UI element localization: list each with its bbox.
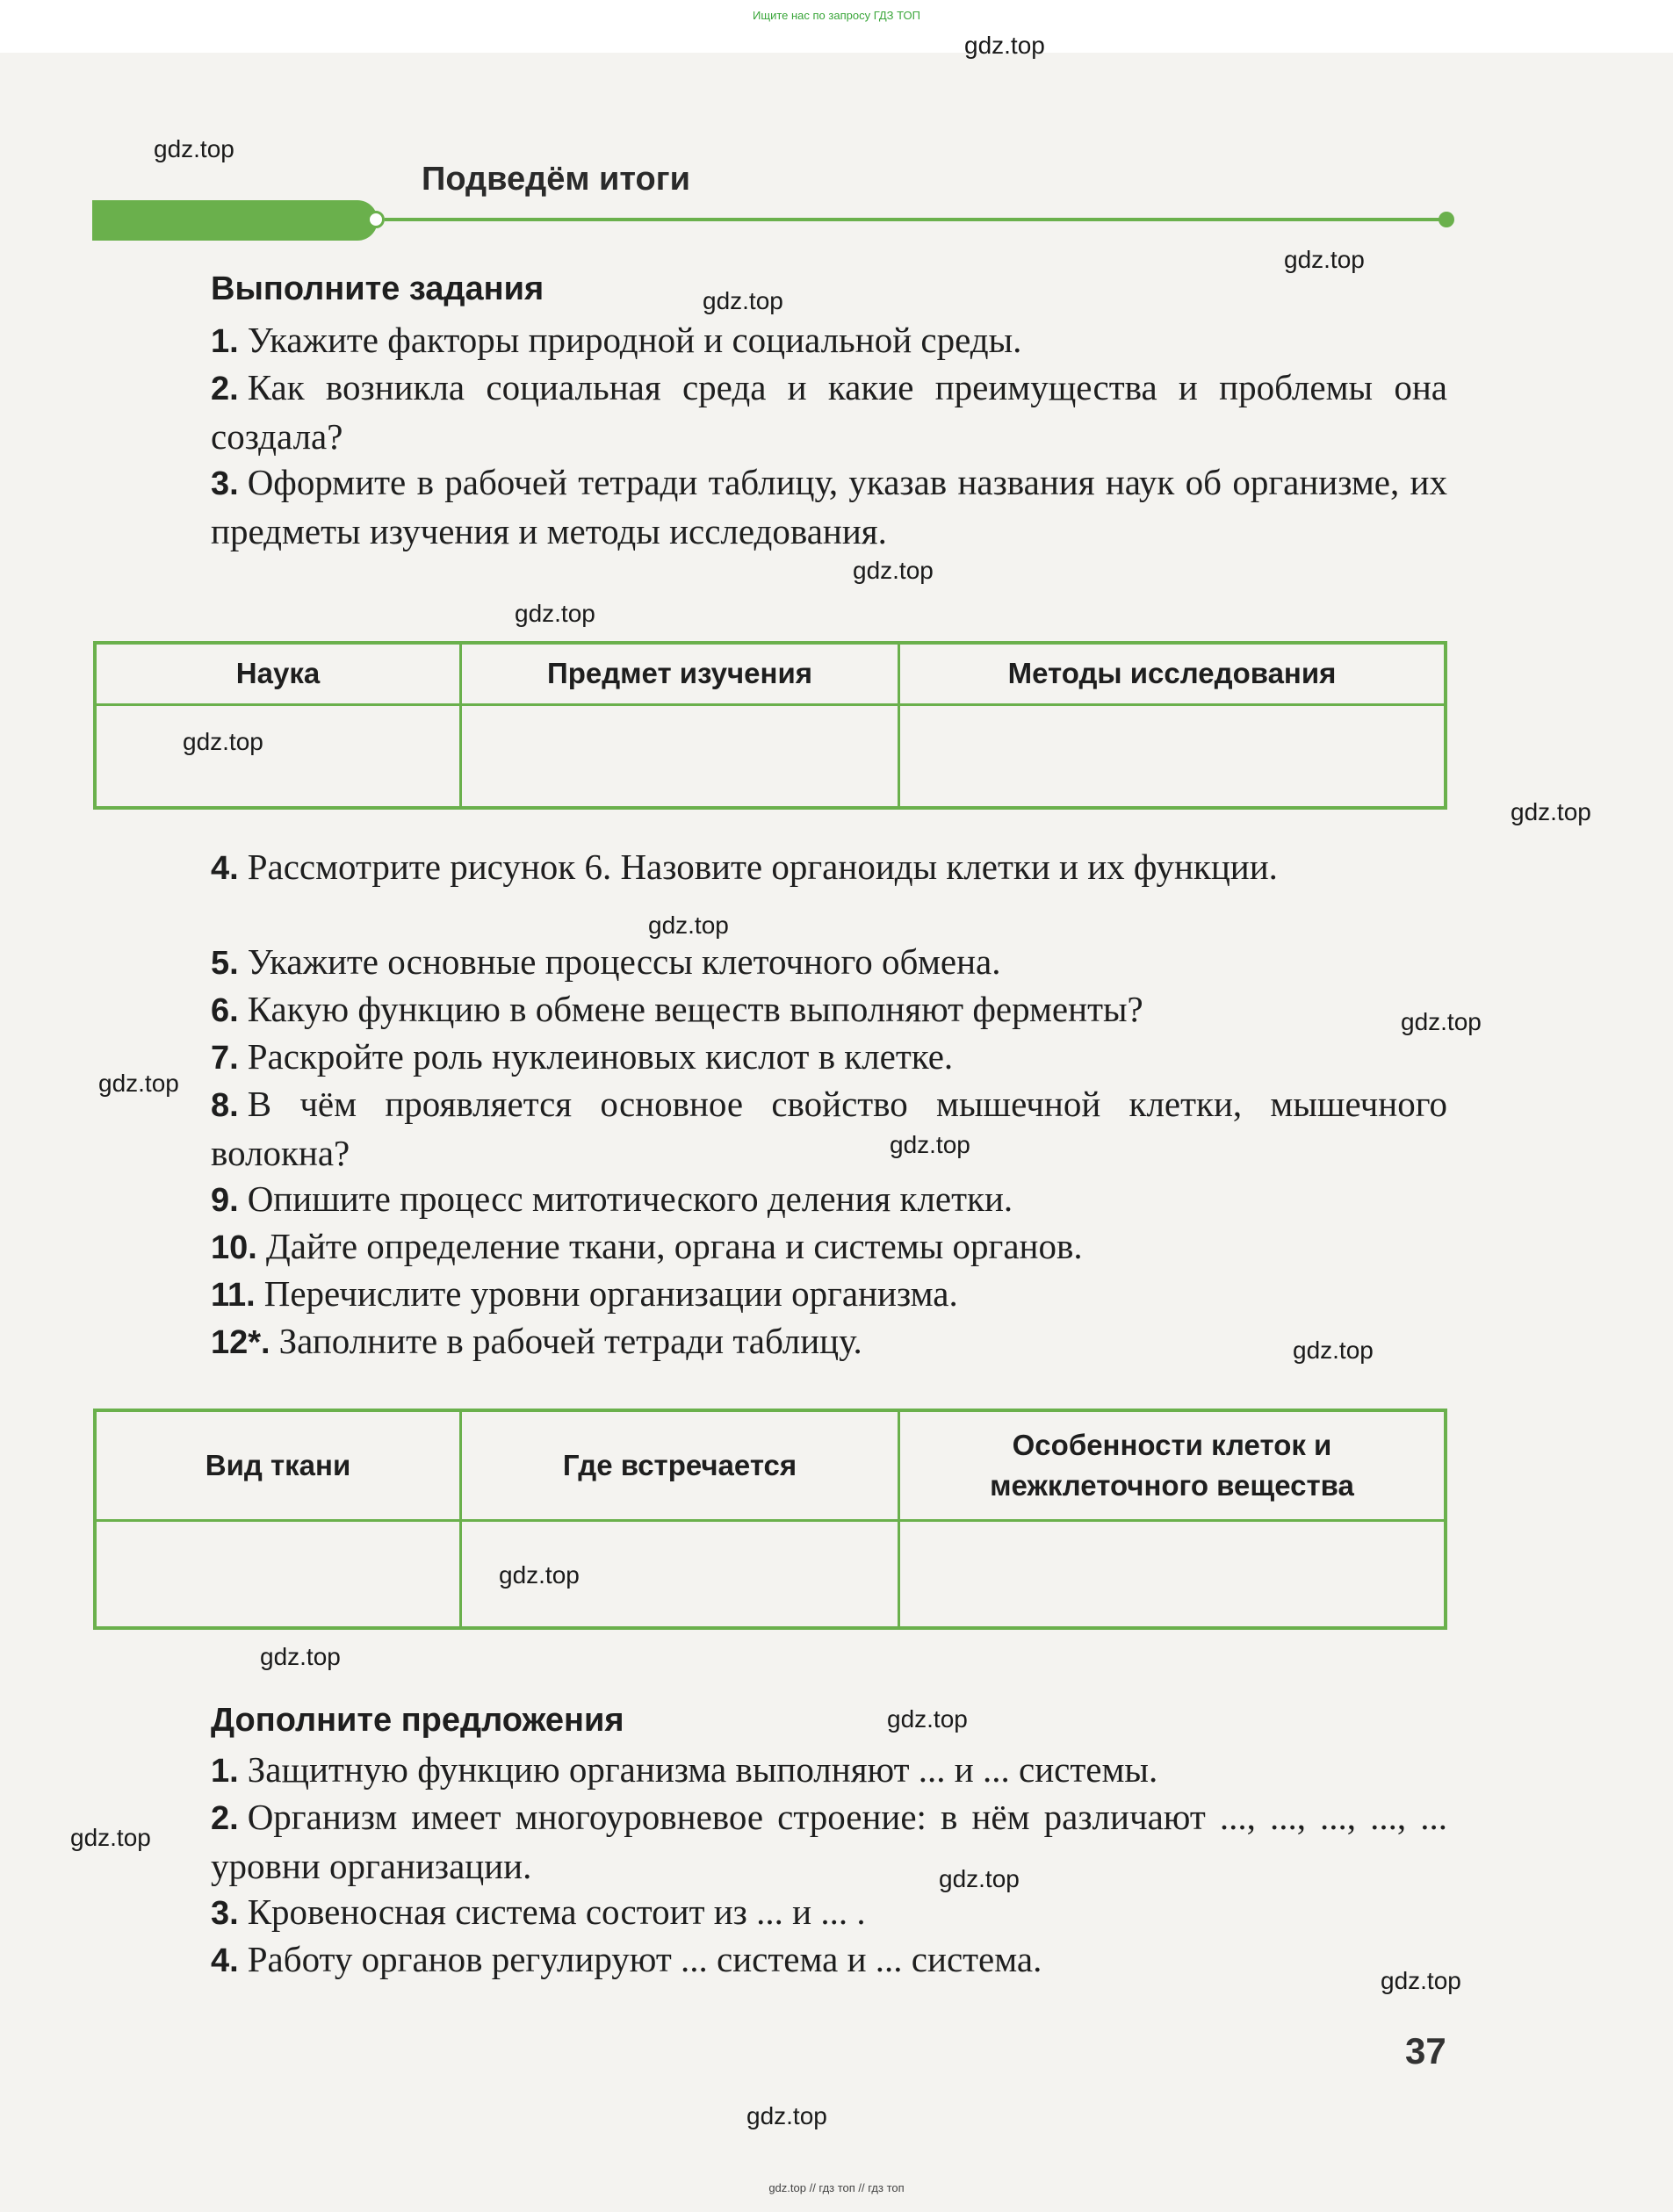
sentence-item: 3. Кровеносная система состоит из ... и ... . bbox=[211, 1891, 866, 1932]
sentence-item: 2. Организм имеет многоуровневое строение: в нём различают ..., ..., ..., ..., ... уровни организации. bbox=[211, 1797, 1447, 1886]
watermark: gdz.top bbox=[1284, 246, 1365, 273]
task-item: 6. Какую функцию в обмене веществ выполняют ферменты? bbox=[211, 989, 1143, 1029]
watermark: gdz.top bbox=[499, 1561, 580, 1589]
top-strip bbox=[0, 0, 1673, 53]
watermark: gdz.top bbox=[70, 1824, 151, 1851]
task-item: 9. Опишите процесс митотического деления клетки. bbox=[211, 1178, 1013, 1219]
table-header-cell: Особенности клеток и межклеточного вещества bbox=[899, 1410, 1446, 1520]
watermark: gdz.top bbox=[648, 911, 729, 939]
table-header-cell: Где встречается bbox=[461, 1410, 899, 1520]
watermark: gdz.top bbox=[890, 1131, 970, 1158]
top-banner: Ищите нас по запросу ГДЗ ТОП bbox=[753, 9, 920, 22]
table-header-cell: Вид ткани bbox=[95, 1410, 461, 1520]
table-cell bbox=[899, 1520, 1446, 1628]
watermark: gdz.top bbox=[703, 287, 783, 314]
watermark: gdz.top bbox=[1381, 1967, 1461, 1994]
watermark: gdz.top bbox=[853, 557, 934, 584]
table-header-cell: Методы исследования bbox=[899, 643, 1446, 704]
task-item: 2. Как возникла социальная среда и какие преимущества и проблемы она создала? bbox=[211, 367, 1447, 457]
task-item: 12*. Заполните в рабочей тетради таблицу. bbox=[211, 1321, 862, 1361]
watermark: gdz.top bbox=[887, 1705, 968, 1733]
watermark: gdz.top bbox=[939, 1865, 1020, 1892]
task-item: 5. Укажите основные процессы клеточного обмена. bbox=[211, 941, 1001, 982]
watermark: gdz.top bbox=[154, 135, 234, 162]
task-item: 10. Дайте определение ткани, органа и системы органов. bbox=[211, 1226, 1083, 1266]
watermark: gdz.top bbox=[1511, 798, 1591, 825]
bottom-banner: gdz.top // гдз топ // гдз топ bbox=[768, 2181, 905, 2194]
watermark: gdz.top bbox=[98, 1070, 179, 1097]
sentence-item: 1. Защитную функцию организма выполняют ... и ... системы. bbox=[211, 1749, 1158, 1790]
watermark: gdz.top bbox=[183, 728, 263, 755]
page-number: 37 bbox=[1405, 2030, 1446, 2071]
header-bar bbox=[92, 200, 378, 241]
table-cell bbox=[461, 704, 899, 808]
watermark: gdz.top bbox=[1293, 1337, 1374, 1364]
sentence-item: 4. Работу органов регулируют ... система и ... система. bbox=[211, 1939, 1042, 1979]
task-item: 4. Рассмотрите рисунок 6. Назовите органоиды клетки и их функции. bbox=[211, 847, 1278, 887]
watermark: gdz.top bbox=[964, 32, 1045, 59]
watermark: gdz.top bbox=[260, 1643, 341, 1670]
task-item: 1. Укажите факторы природной и социальной среды. bbox=[211, 320, 1022, 360]
complete-heading: Дополните предложения bbox=[211, 1702, 624, 1739]
tissues-table bbox=[93, 1409, 1447, 1630]
tasks-heading: Выполните задания bbox=[211, 270, 544, 307]
header-dot bbox=[1439, 212, 1454, 227]
watermark: gdz.top bbox=[515, 600, 595, 627]
table-header-cell: Наука bbox=[95, 643, 461, 704]
header-line bbox=[385, 218, 1447, 221]
sciences-table bbox=[93, 641, 1447, 810]
watermark: gdz.top bbox=[1401, 1008, 1482, 1035]
table-cell bbox=[899, 704, 1446, 808]
task-item: 11. Перечислите уровни организации организма. bbox=[211, 1273, 958, 1314]
watermark: gdz.top bbox=[746, 2102, 827, 2129]
table-cell bbox=[95, 1520, 461, 1628]
section-title: Подведём итоги bbox=[422, 161, 690, 198]
task-item: 3. Оформите в рабочей тетради таблицу, указав названия наук об организме, их предметы изучения и методы исследования. bbox=[211, 462, 1447, 551]
table-cell bbox=[461, 1520, 899, 1628]
table-cell bbox=[95, 704, 461, 808]
task-item: 8. В чём проявляется основное свойство мышечной клетки, мышечного волокна? bbox=[211, 1084, 1447, 1173]
header-ring bbox=[367, 211, 385, 228]
table-header-cell: Предмет изучения bbox=[461, 643, 899, 704]
task-item: 7. Раскройте роль нуклеиновых кислот в клетке. bbox=[211, 1036, 954, 1077]
